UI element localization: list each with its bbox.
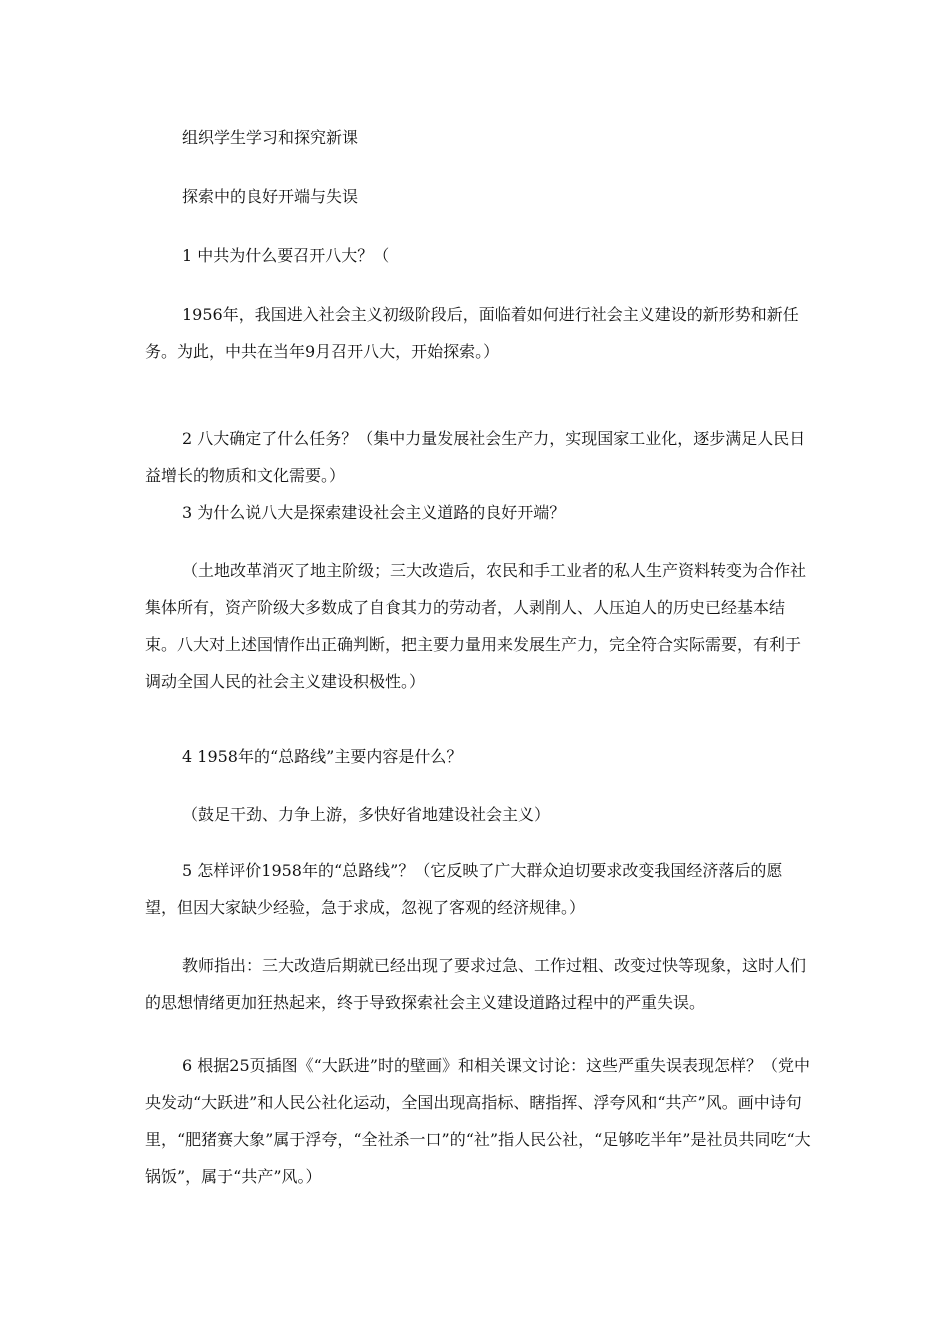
heading-organize-learning: 组织学生学习和探究新课 <box>182 128 359 147</box>
question-6: 6 根据25页插图《“大跃进”时的壁画》和相关课文讨论：这些严重失误表现怎样？（党中央发动“大跃进”和人民公社化运动，全国出现高指标、瞎指挥、浮夸风和“共产”风。画中诗句里，“肥猪赛大象”属于浮夸，“全社杀一口”的“社”指人民公社，“足够吃半年”是社员共同吃“大锅饭”，属于“共产”风。） <box>145 1056 811 1186</box>
question-3: 3 为什么说八大是探索建设社会主义道路的良好开端？ <box>182 503 566 522</box>
answer-1: 1956年，我国进入社会主义初级阶段后，面临着如何进行社会主义建设的新形势和新任务。为此，中共在当年9月召开八大，开始探索。） <box>145 305 799 361</box>
question-5: 5 怎样评价1958年的“总路线”？（它反映了广大群众迫切要求改变我国经济落后的愿望，但因大家缺少经验，急于求成，忽视了客观的经济规律。） <box>145 861 783 917</box>
teacher-note: 教师指出：三大改造后期就已经出现了要求过急、工作过粗、改变过快等现象，这时人们的思想情绪更加狂热起来，终于导致探索社会主义建设道路过程中的严重失误。 <box>145 956 807 1012</box>
question-1: 1 中共为什么要召开八大？（ <box>182 246 390 265</box>
question-4: 4 1958年的“总路线”主要内容是什么？ <box>182 747 463 766</box>
answer-4: （鼓足干劲、力争上游，多快好省地建设社会主义） <box>182 805 551 824</box>
heading-section-title: 探索中的良好开端与失误 <box>182 187 359 206</box>
question-2: 2 八大确定了什么任务？（集中力量发展社会生产力，实现国家工业化，逐步满足人民日益增长的物质和文化需要。） <box>145 429 806 485</box>
answer-3: （土地改革消灭了地主阶级；三大改造后，农民和手工业者的私人生产资料转变为合作社集体所有，资产阶级大多数成了自食其力的劳动者，人剥削人、人压迫人的历史已经基本结束。八大对上述国情作出正确判断，把主要力量用来发展生产力，完全符合实际需要，有利于调动全国人民的社会主义建设积极性。） <box>145 561 807 691</box>
